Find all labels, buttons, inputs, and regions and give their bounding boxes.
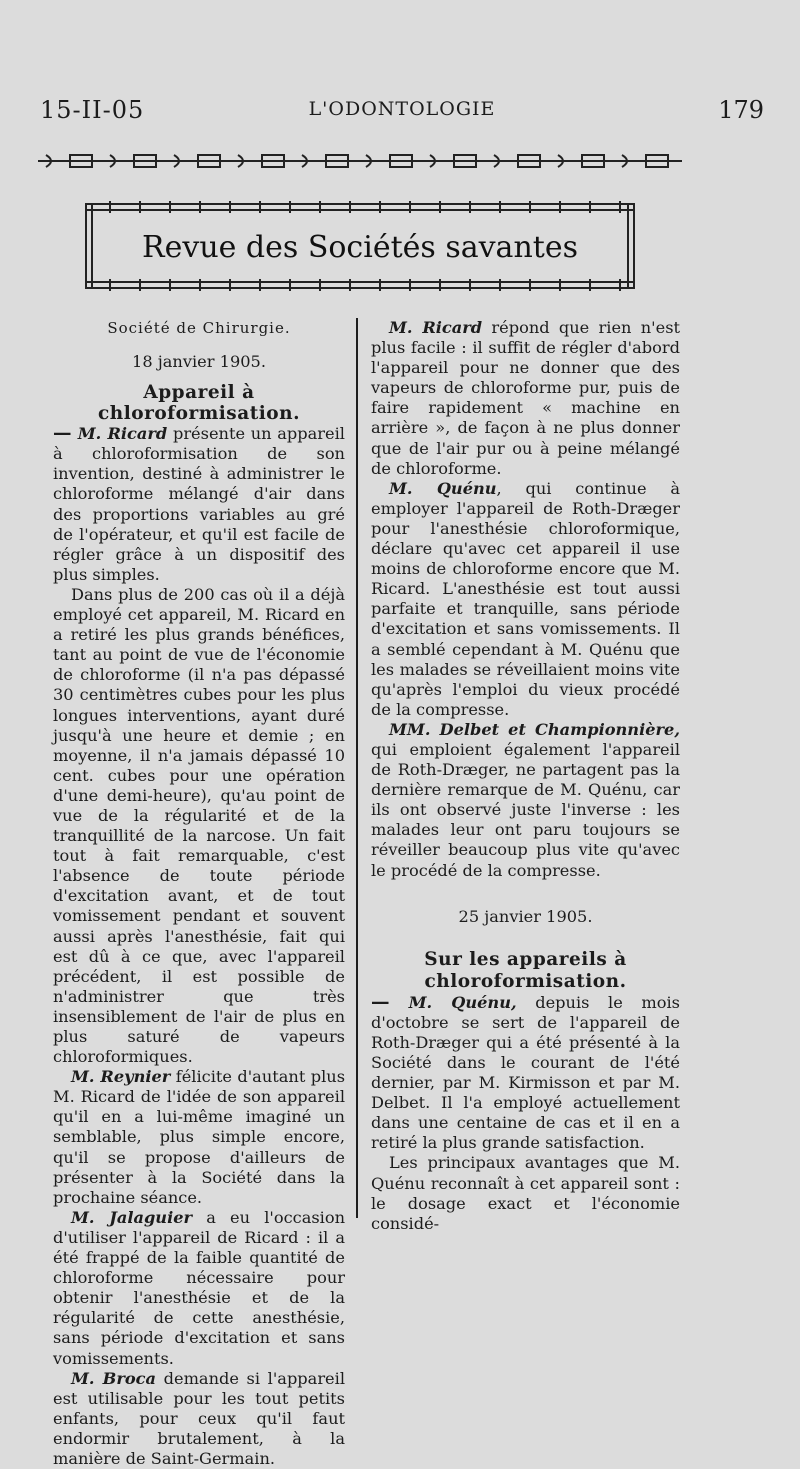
- issue-date: 15-II-05: [40, 96, 145, 124]
- speaker-name: MM. Delbet et Championnière,: [389, 719, 680, 739]
- paragraph: Dans plus de 200 cas où il a déjà employé cet appareil, M. Ricard en a retiré les plus grands bénéfices, tant au point de vue de l'économie de chloroforme (il n'a pas dépassé 30 centimètres cubes pour les plus longues interventions, ayant duré jusqu'à une heure et demie ; en moyenne, il n'a jamais dépassé 10 cent. cubes pour une opération d'une demi-heure), qu'au point de vue de la régularité et de la tranquillité de la narcose. Un fait tout à fait remarquable, c'est l'absence de toute période d'excitation avant, et de tout vomissement pendant et souvent aussi après l'anesthésie, fait qui est dû à ce que, avec l'appareil précédent, il est possible de n'administrer que très insensiblement de l'air de plus en plus saturé de vapeurs chloroformiques.: [53, 584, 345, 1067]
- speaker-name: M. Ricard: [77, 424, 168, 444]
- speaker-name: M. Ricard: [389, 318, 483, 337]
- ornamental-rule: [38, 152, 682, 170]
- paragraph: M. Quénu, qui continue à employer l'appareil de Roth-Dræger pour l'anesthésie chloroformique, déclare qu'avec cet appareil il use moins de chloroforme encore que M. Ricard. L'anesthésie est tout aussi parfaite et tranquille, sans période d'excitation et sans vomissements. Il a semblé cependant à M. Quénu que les malades se réveillaient moins vite qu'après l'emploi du vieux procédé de la compresse.: [371, 478, 680, 719]
- paragraph: Les principaux avantages que M. Quénu reconnaît à cet appareil sont : le dosage exact et l'économie considé-: [371, 1153, 680, 1233]
- session-date-2: 25 janvier 1905.: [458, 906, 593, 926]
- speaker-name: M. Quénu,: [408, 992, 517, 1012]
- article-title-2: Sur les appareils à chloroformisation.: [424, 948, 627, 992]
- speaker-name: M. Broca: [71, 1368, 157, 1388]
- paragraph: — M. Ricard présente un appareil à chloroformisation de son invention, destiné à administrer le chloroforme mélangé d'air dans des proportions variables au gré de l'opérateur, et qu'il est facile de régler grâce à un dispositif des plus simples.: [53, 423, 345, 584]
- left-column: [53, 318, 345, 1469]
- speaker-name: M. Jalaguier: [71, 1207, 193, 1227]
- paragraph: M. Broca demande si l'appareil est utilisable pour les tout petits enfants, pour ceux qu'il faut endormir brutalement, à la manière de Saint-Germain.: [53, 1368, 345, 1468]
- society-name: Société de Chirurgie.: [107, 319, 291, 337]
- paragraph: MM. Delbet et Championnière, qui emploient également l'appareil de Roth-Dræger, ne partagent pas la dernière remarque de M. Quénu, car ils ont observé juste l'inverse : les malades leur ont paru toujours se réveiller beaucoup plus vite qu'avec le procédé de la compresse.: [371, 719, 680, 880]
- running-head: [40, 96, 764, 132]
- journal-title: L'ODONTOLOGIE: [308, 98, 496, 120]
- paragraph: — M. Quénu, depuis le mois d'octobre se sert de l'appareil de Roth-Dræger qui a été présenté à la Société dans le courant de l'été dernier, par M. Kirmisson et par M. Delbet. Il l'a employé actuellement dans une centaine de cas et il en a retiré la plus grande satisfaction.: [371, 991, 680, 1153]
- column-rule: [356, 318, 358, 1218]
- paragraph: M. Jalaguier a eu l'occasion d'utiliser l'appareil de Ricard : il a été frappé de la faible quantité de chloroforme nécessaire pour obtenir l'anesthésie et de la régularité de cette anesthésie, sans période d'excitation et sans vomissements.: [53, 1207, 346, 1368]
- right-column: [371, 318, 680, 1234]
- paragraph: M. Reynier félicite d'autant plus M. Ricard de l'idée de son appareil qu'il en a lui-même imaginé un semblable, plus simple encore, qu'il se propose d'ailleurs de présenter à la Société dans la prochaine séance.: [53, 1067, 346, 1207]
- section-title: Revue des Sociétés savantes: [142, 230, 578, 265]
- section-header-box: [80, 198, 640, 294]
- paragraph: M. Ricard répond que rien n'est plus facile : il suffit de régler d'abord l'appareil pour ne donner que des vapeurs de chloroforme pur, puis de faire rapidement « machine en arrière », de façon à ne plus donner que de l'air pur ou à peine mélangé de chloroforme.: [371, 318, 681, 478]
- speaker-name: M. Quénu: [389, 478, 497, 498]
- article-title-1: Appareil à chloroformisation.: [97, 382, 301, 425]
- page-number: 179: [718, 96, 764, 124]
- speaker-name: M. Reynier: [71, 1067, 171, 1087]
- session-date-1: 18 janvier 1905.: [132, 352, 266, 372]
